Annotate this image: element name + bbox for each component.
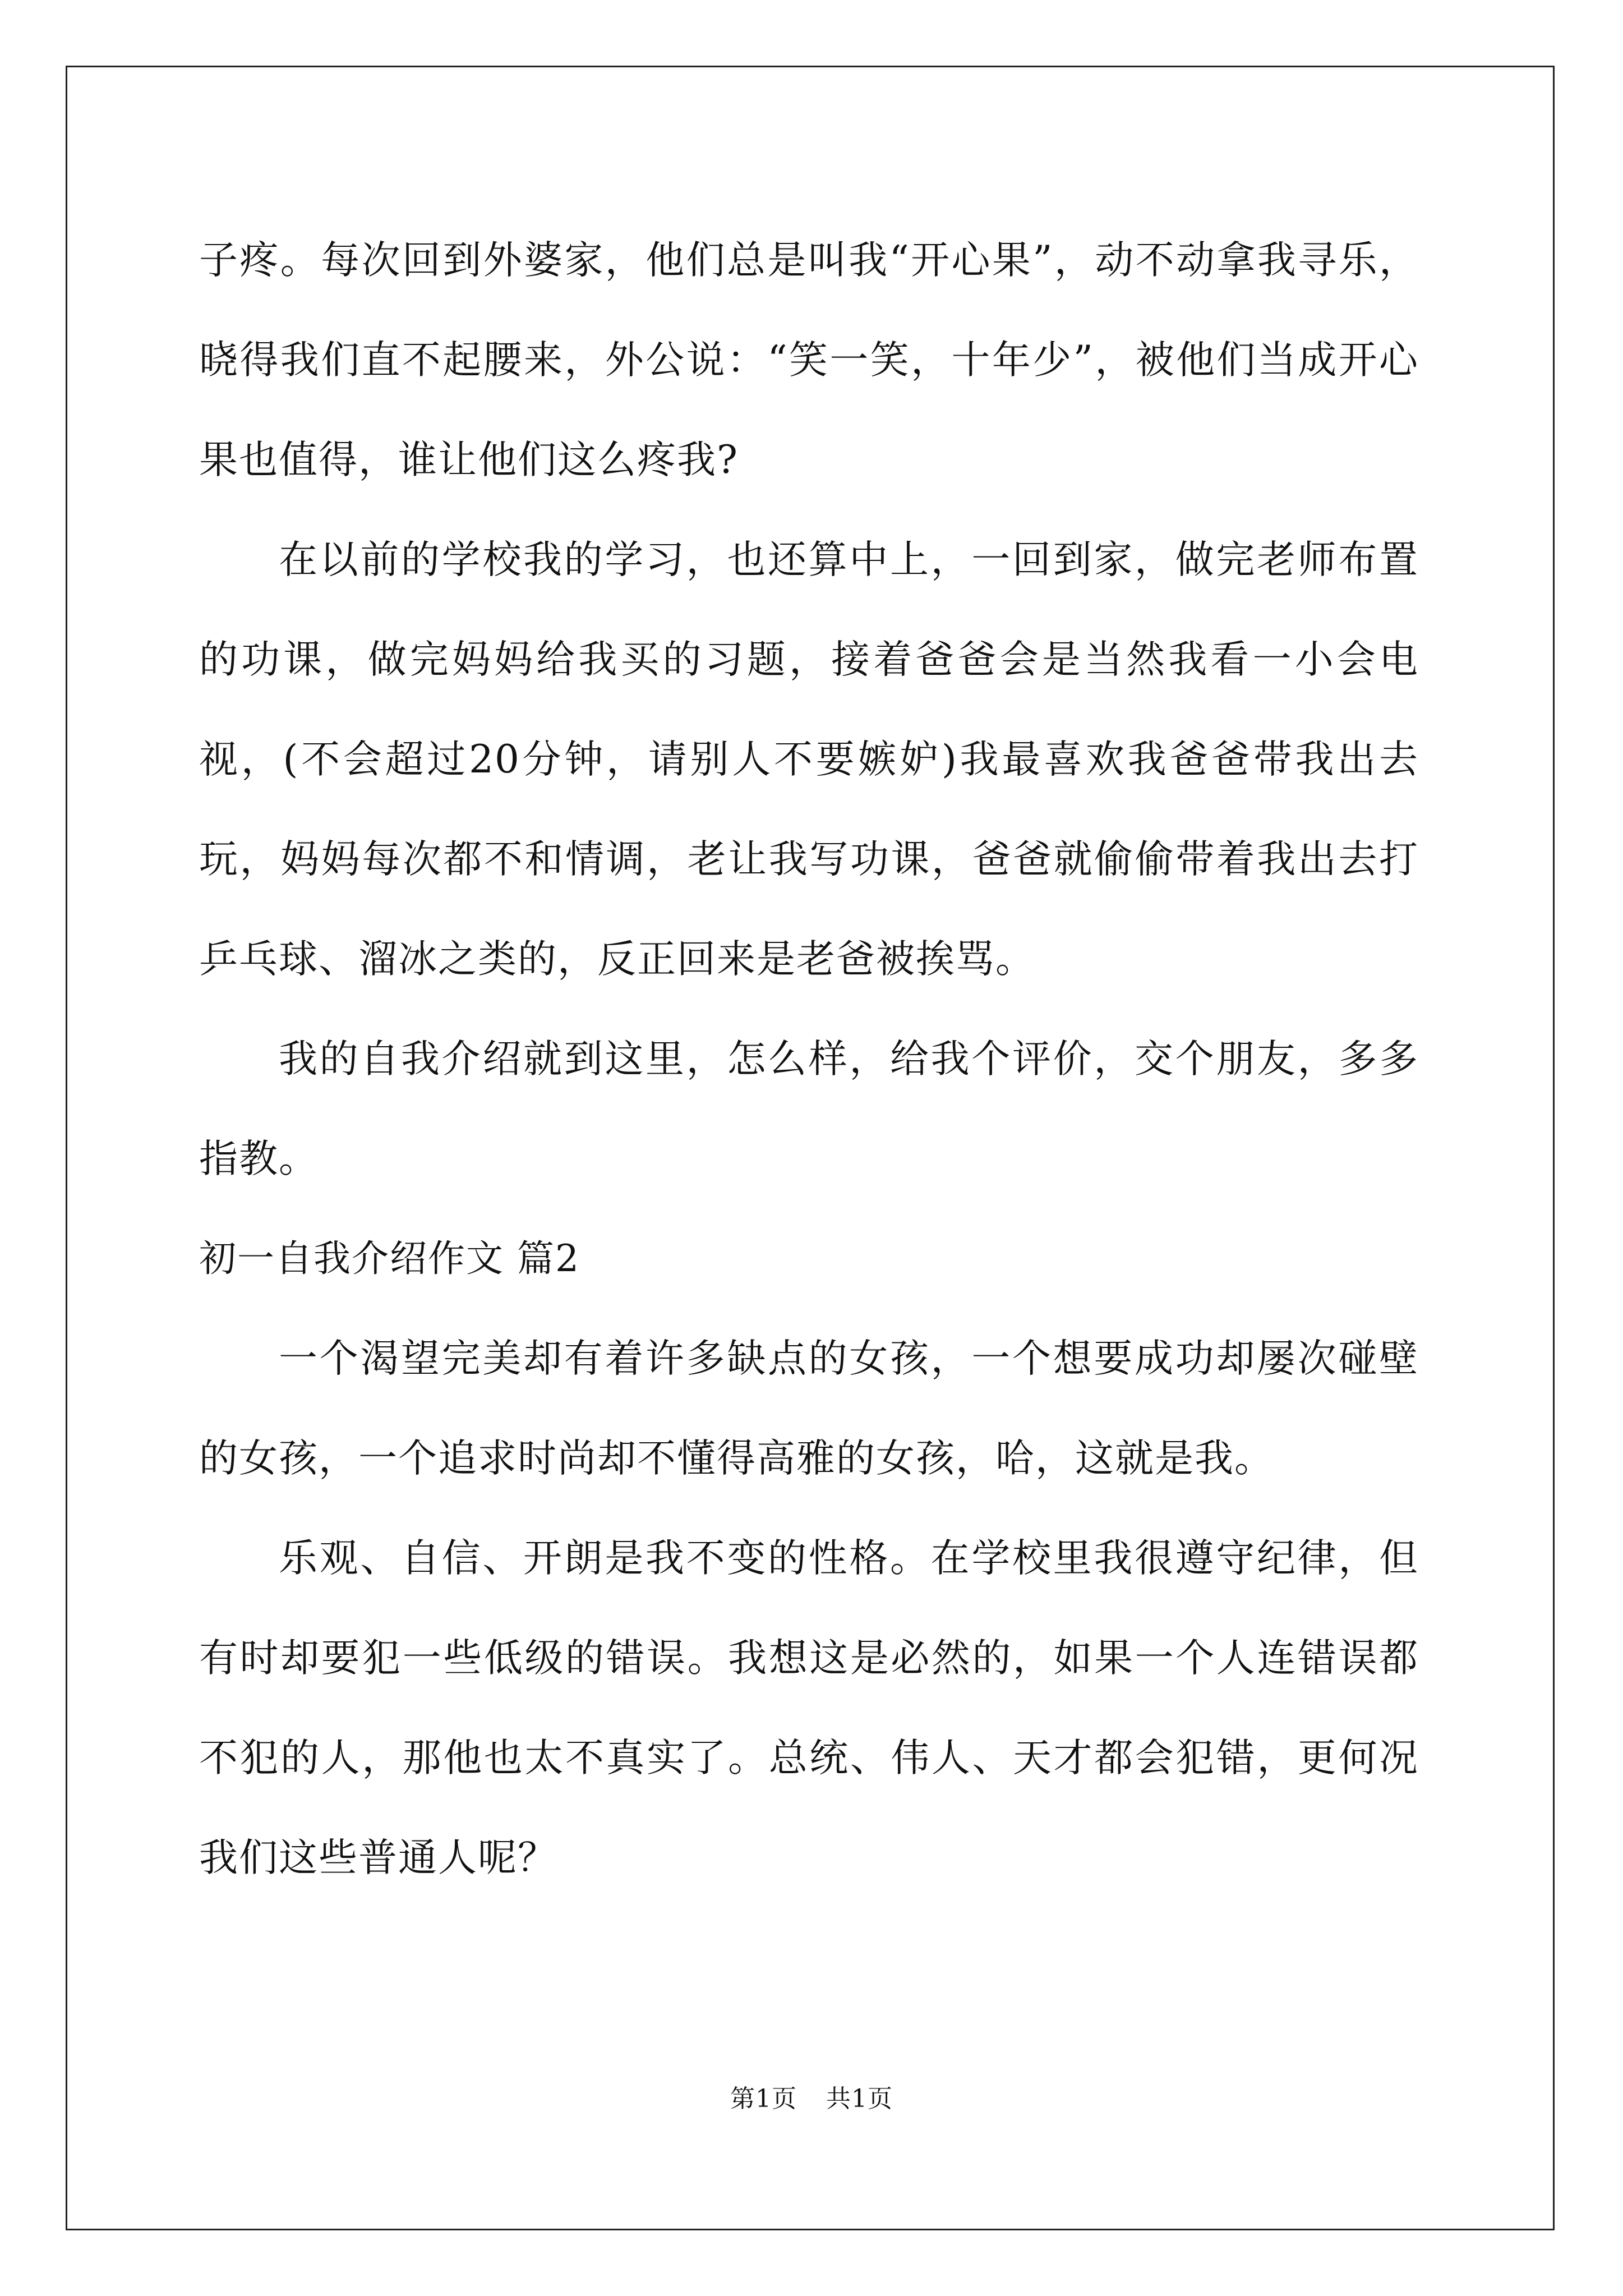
paragraph-personality: 乐观、自信、开朗是我不变的性格。在学校里我很遵守纪律，但有时却要犯一些低级的错误。我想这是必然的，如果一个人连错误都不犯的人，那他也太不真实了。总统、伟人、天才都会犯错，更何况我们这些普通人呢？ — [199, 1536, 1419, 1880]
page-footer — [0, 2078, 1623, 2114]
paragraph-intro-girl: 一个渴望完美却有着许多缺点的女孩，一个想要成功却屡次碰壁的女孩，一个追求时尚却不懂得高雅的女孩，哈，这就是我。 — [199, 1336, 1419, 1481]
paragraph-closing: 我的自我介绍就到这里，怎么样，给我个评价，交个朋友，多多指教。 — [199, 1037, 1419, 1181]
paragraph-continuation: 子疼。每次回到外婆家，他们总是叫我“开心果”，动不动拿我寻乐，晓得我们直不起腰来，外公说：“笑一笑，十年少”，被他们当成开心果也值得，谁让他们这么疼我? — [199, 238, 1419, 482]
document-body — [199, 210, 1419, 1908]
section-heading: 初一自我介绍作文 篇2 — [199, 1237, 580, 1280]
page-total: 共1页 — [826, 2085, 893, 2113]
page-number: 第1页 — [730, 2085, 797, 2113]
paragraph-school-study: 在以前的学校我的学习，也还算中上，一回到家，做完老师布置的功课，做完妈妈给我买的习题，接着爸爸会是当然我看一小会电视，(不会超过20分钟，请别人不要嫉妒)我最喜欢我爸爸带我出去玩，妈妈每次都不和情调，老让我写功课，爸爸就偷偷带着我出去打乒乓球、溜冰之类的，反正回来是老爸被挨骂。 — [199, 537, 1419, 982]
